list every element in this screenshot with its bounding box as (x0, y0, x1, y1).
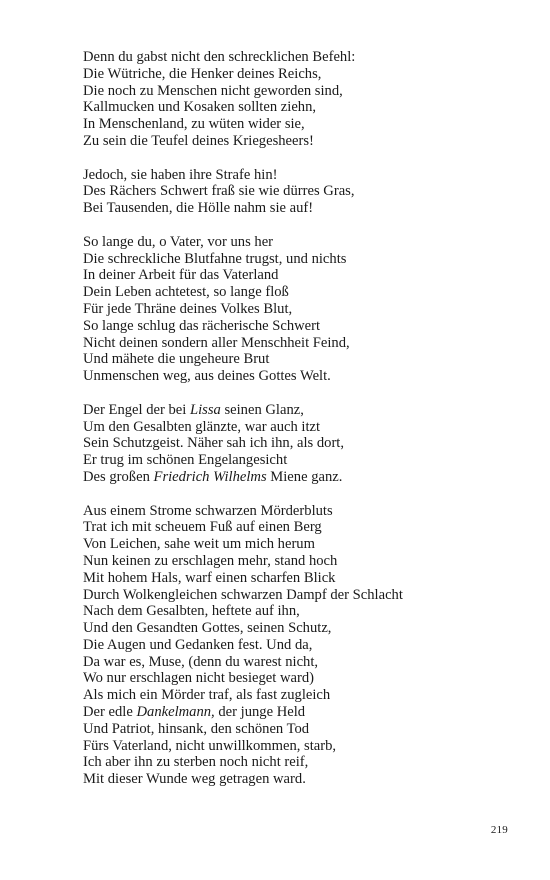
verse-text: Die noch zu Menschen nicht geworden sind, (83, 82, 343, 99)
verse-text: Aus einem Strome schwarzen Mörderbluts (83, 502, 333, 519)
verse-line (83, 49, 523, 66)
verse-text: der junge Held (214, 704, 306, 721)
verse-text: Der edle (83, 704, 137, 721)
verse-line (83, 183, 523, 200)
verse-text: Jedoch, sie haben ihre Strafe hin! (83, 166, 278, 183)
verse-line (83, 721, 523, 738)
verse-line (83, 587, 523, 604)
verse-text: Und Patriot, hinsank, den schönen Tod (83, 720, 310, 737)
verse-line (83, 704, 523, 721)
verse-text: Er trug im schönen Engelangesicht (83, 452, 288, 469)
verse-line (83, 368, 523, 385)
italic-name: Dankelmann, (136, 704, 215, 721)
verse-text: Bei Tausenden, die Hölle nahm sie auf! (83, 200, 314, 217)
verse-line (83, 116, 523, 133)
verse-line (83, 133, 523, 150)
verse-text: Als mich ein Mörder traf, als fast zugleich (83, 687, 331, 704)
verse-text: Sein Schutzgeist. Näher sah ich ihn, als dort, (83, 435, 345, 452)
verse-line (83, 335, 523, 352)
verse-line (83, 301, 523, 318)
verse-text: Die Wütriche, die Henker deines Reichs, (83, 65, 322, 82)
verse-text: Und den Gesandten Gottes, seinen Schutz, (83, 620, 332, 637)
verse-text: In Menschenland, zu wüten wider sie, (83, 116, 305, 133)
verse-line (83, 66, 523, 83)
stanza (83, 402, 523, 486)
verse-text: Des großen (83, 468, 154, 485)
italic-name: Friedrich Wilhelms (153, 468, 267, 485)
verse-text: Zu sein die Teufel deines Kriegesheers! (83, 132, 314, 149)
verse-text: Die schreckliche Blutfahne trugst, und nichts (83, 250, 347, 267)
verse-text: Fürs Vaterland, nicht unwillkommen, starb, (83, 737, 337, 754)
verse-line (83, 267, 523, 284)
verse-line (83, 251, 523, 268)
verse-line (83, 83, 523, 100)
verse-line (83, 503, 523, 520)
verse-text: Und mähete die ungeheure Brut (83, 351, 270, 368)
verse-line (83, 771, 523, 788)
verse-text: Wo nur erschlagen nicht besieget ward) (83, 670, 315, 687)
verse-line (83, 570, 523, 587)
verse-line (83, 284, 523, 301)
verse-text: Nach dem Gesalbten, heftete auf ihn, (83, 603, 300, 620)
verse-line (83, 469, 523, 486)
verse-text: Miene ganz. (266, 468, 343, 485)
verse-line (83, 167, 523, 184)
verse-line (83, 738, 523, 755)
verse-line (83, 234, 523, 251)
verse-text: In deiner Arbeit für das Vaterland (83, 267, 279, 284)
verse-text: Trat ich mit scheuem Fuß auf einen Berg (83, 519, 322, 536)
verse-text: Von Leichen, sahe weit um mich herum (83, 536, 315, 553)
verse-text: So lange schlug das rächerische Schwert (83, 317, 321, 334)
verse-text: Mit hohem Hals, warf einen scharfen Blick (83, 569, 336, 586)
verse-text: Ich aber ihn zu sterben noch nicht reif, (83, 754, 309, 771)
verse-line (83, 553, 523, 570)
verse-text: So lange du, o Vater, vor uns her (83, 233, 274, 250)
verse-line (83, 452, 523, 469)
verse-text: Denn du gabst nicht den schrecklichen Befehl: (83, 49, 356, 65)
poem-body (83, 49, 523, 805)
verse-text: Durch Wolkengleichen schwarzen Dampf der Schlacht (83, 586, 403, 603)
verse-text: Unmenschen weg, aus deines Gottes Welt. (83, 368, 331, 385)
page-number: 219 (490, 824, 508, 836)
verse-line (83, 754, 523, 771)
italic-name: Lissa (189, 401, 221, 418)
verse-line (83, 351, 523, 368)
verse-line (83, 654, 523, 671)
verse-line (83, 536, 523, 553)
verse-text: Nun keinen zu erschlagen mehr, stand hoch (83, 552, 338, 569)
verse-line (83, 687, 523, 704)
stanza (83, 234, 523, 385)
stanza (83, 49, 523, 150)
verse-line (83, 519, 523, 536)
verse-text: Des Rächers Schwert fraß sie wie dürres Gras, (83, 183, 355, 200)
verse-line (83, 435, 523, 452)
verse-line (83, 318, 523, 335)
verse-text: Kallmucken und Kosaken sollten ziehn, (83, 99, 317, 116)
verse-text: seinen Glanz, (220, 401, 304, 418)
verse-line (83, 200, 523, 217)
verse-text: Nicht deinen sondern aller Menschheit Feind, (83, 334, 350, 351)
verse-line (83, 620, 523, 637)
verse-text: Mit dieser Wunde weg getragen ward. (83, 771, 306, 788)
verse-text: Um den Gesalbten glänzte, war auch itzt (83, 418, 321, 435)
verse-text: Für jede Thräne deines Volkes Blut, (83, 300, 293, 317)
verse-line (83, 402, 523, 419)
verse-line (83, 637, 523, 654)
verse-line (83, 419, 523, 436)
stanza (83, 167, 523, 217)
verse-text: Der Engel der bei (83, 401, 190, 418)
verse-line (83, 99, 523, 116)
verse-text: Die Augen und Gedanken fest. Und da, (83, 636, 313, 653)
verse-line (83, 670, 523, 687)
verse-line (83, 603, 523, 620)
verse-text: Da war es, Muse, (denn du warest nicht, (83, 653, 319, 670)
stanza (83, 503, 523, 789)
verse-text: Dein Leben achtetest, so lange floß (83, 284, 289, 301)
